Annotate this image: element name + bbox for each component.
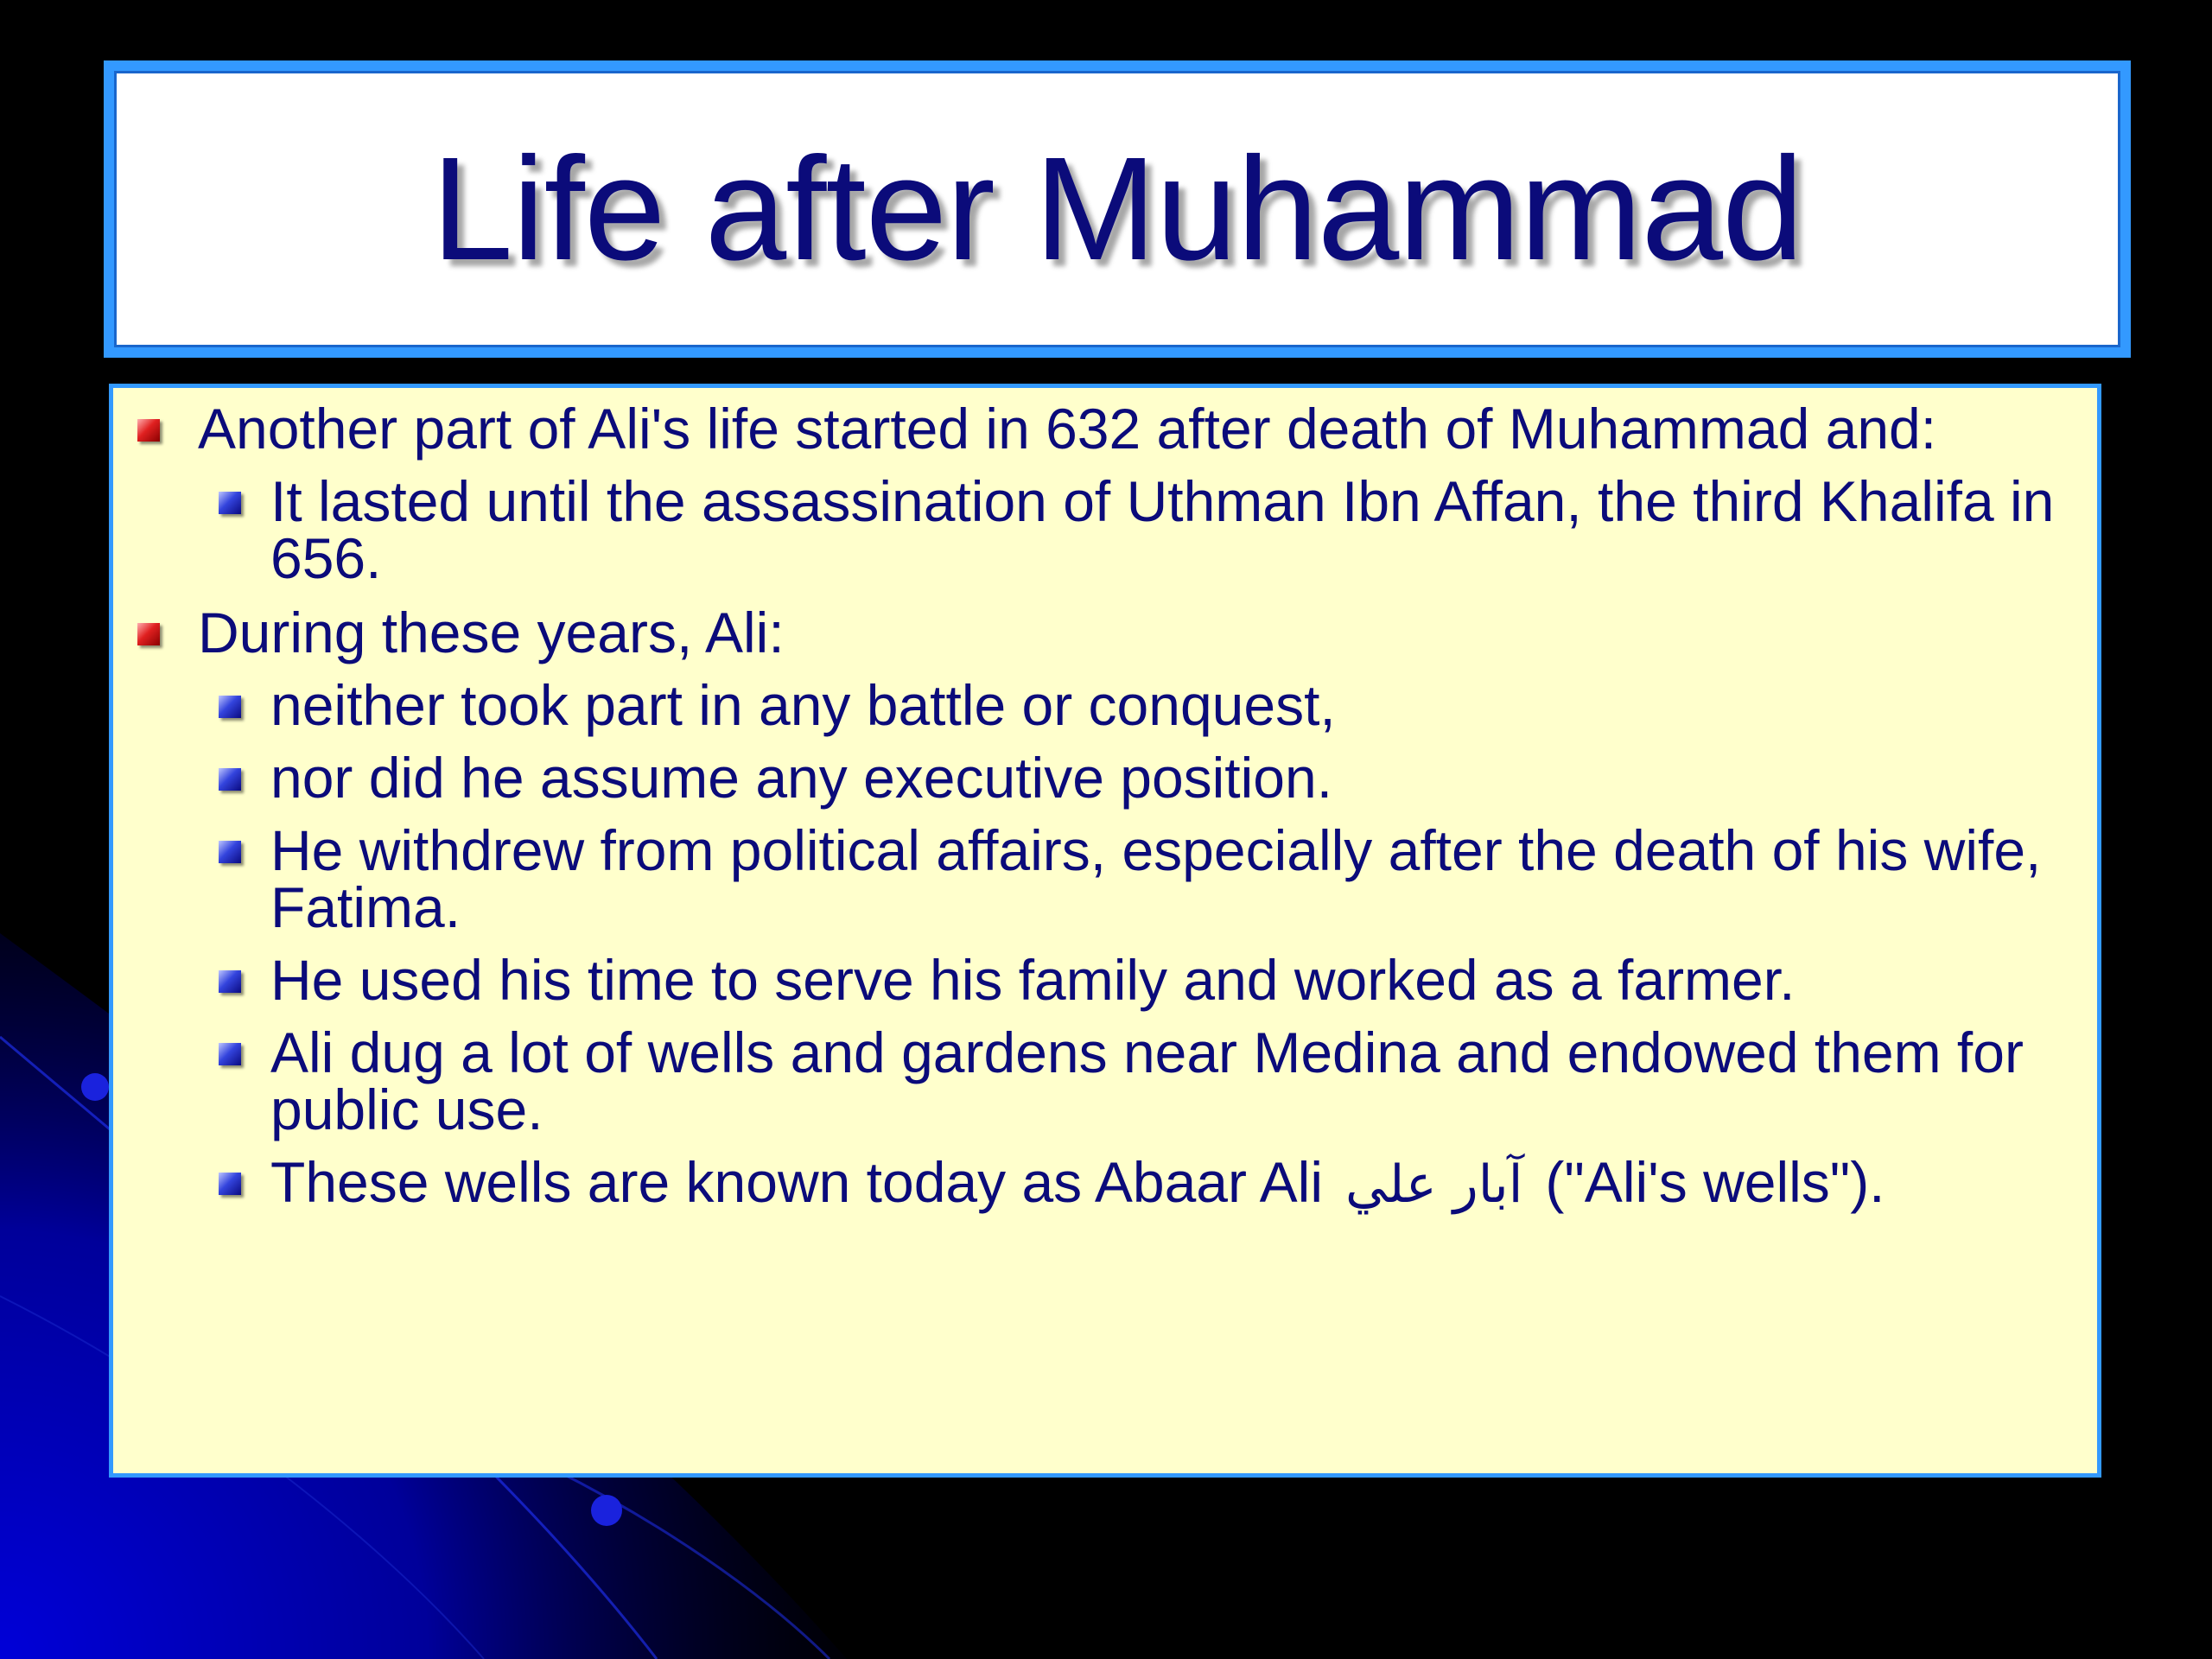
bullet-level2	[113, 469, 2097, 590]
blue-square-bullet-icon	[219, 492, 241, 514]
slide-title: Life after Muhammad	[431, 127, 1803, 291]
wells-text-before: These wells are known today as Abaar Ali	[270, 1150, 1324, 1214]
blue-square-bullet-icon	[219, 768, 241, 791]
blue-square-bullet-icon	[219, 696, 241, 718]
blue-square-bullet-icon	[219, 841, 241, 863]
bullet-text: Another part of Ali's life started in 632 after death of Muhammad and:	[198, 397, 1937, 461]
bullet-text-wells	[270, 1150, 2071, 1215]
bullet-level1	[113, 397, 2097, 461]
bullet-level1	[113, 601, 2097, 664]
blue-square-bullet-icon	[219, 1043, 241, 1065]
bullet-text: It lasted until the assassination of Uthman Ibn Affan, the third Khalifa in 656.	[270, 469, 2055, 590]
bullet-list	[113, 388, 2097, 1213]
bullet-level2	[113, 1150, 2097, 1215]
blue-square-bullet-icon	[219, 970, 241, 993]
red-square-bullet-icon	[137, 419, 160, 442]
bullet-level2	[113, 948, 2097, 1012]
arabic-text: آبار علي	[1345, 1154, 1523, 1215]
bullet-level2	[113, 1020, 2097, 1141]
bullet-level2	[113, 818, 2097, 939]
bullet-text: nor did he assume any executive position.	[270, 746, 1333, 810]
bullet-text: neither took part in any battle or conquest,	[270, 673, 1336, 737]
bullet-level2	[113, 673, 2097, 737]
wells-text-after: ("Ali's wells").	[1545, 1150, 1885, 1214]
blue-square-bullet-icon	[219, 1173, 241, 1195]
bullet-text: He withdrew from political affairs, especially after the death of his wife, Fatima.	[270, 818, 2042, 939]
red-square-bullet-icon	[137, 623, 160, 645]
bullet-text: During these years, Ali:	[198, 601, 785, 664]
title-box	[104, 60, 2131, 358]
bullet-text: He used his time to serve his family and worked as a farmer.	[270, 948, 1796, 1012]
content-box	[109, 384, 2101, 1478]
bullet-level2	[113, 746, 2097, 810]
bullet-text: Ali dug a lot of wells and gardens near Medina and endowed them for public use.	[270, 1020, 2024, 1141]
